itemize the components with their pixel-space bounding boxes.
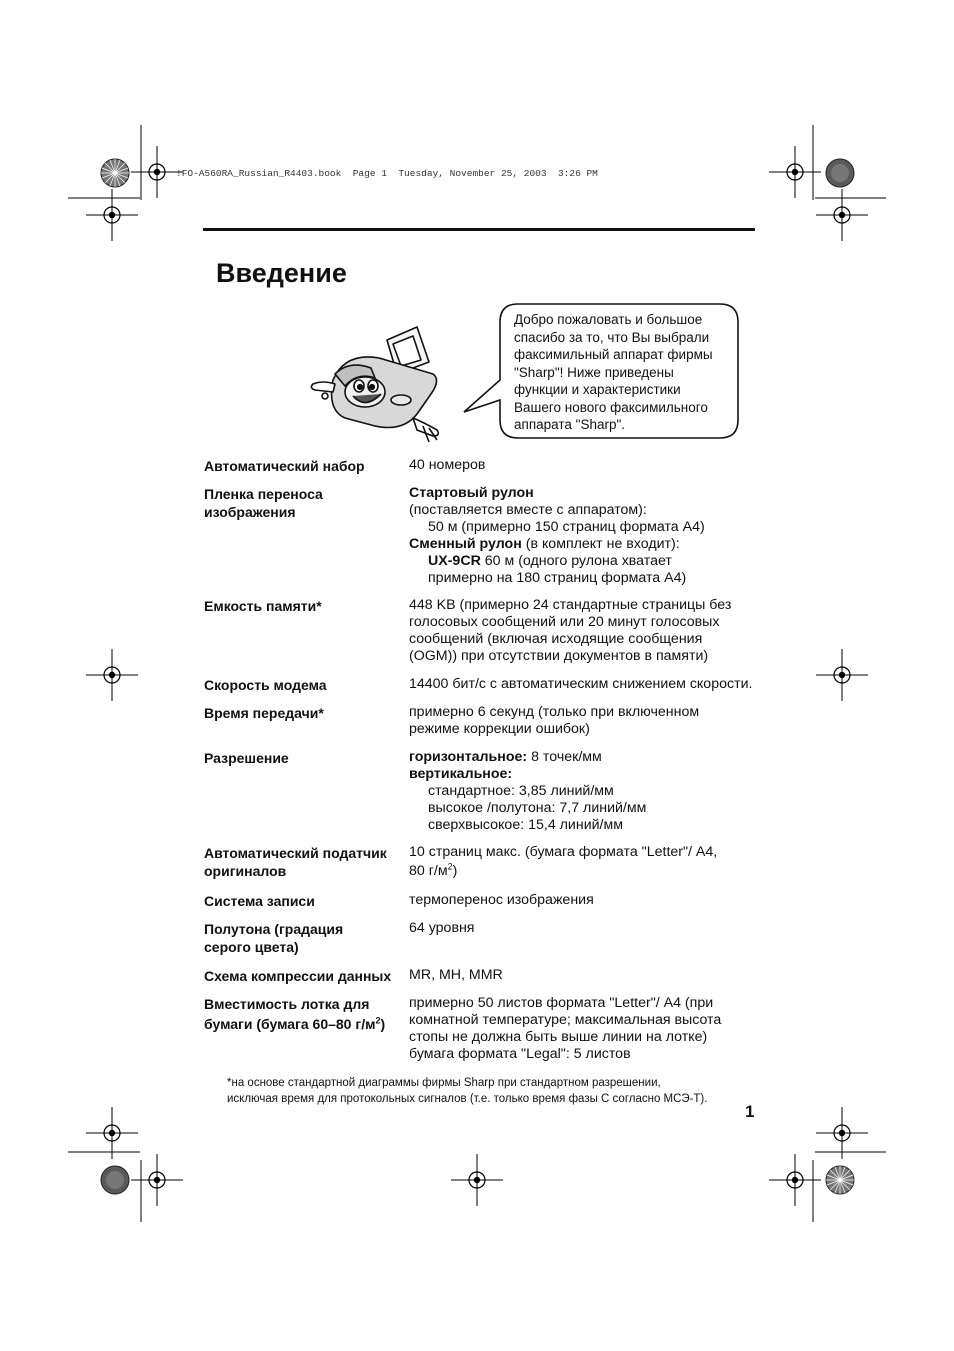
spec-value: горизонтальное: 8 точек/мм вертикальное: стандартное: 3,85 линий/мм высокое /полутона: 7,7 линий/мм сверхвысокое: 15,4 линий/мм [409, 749, 647, 833]
page-number: 1 [745, 1102, 755, 1121]
registration-star-bottom-right [826, 1166, 854, 1194]
spec-value: MR, MH, MMR [409, 967, 503, 983]
spec-value: Стартовый рулон (поставляется вместе с аппаратом): 50 м (примерно 150 страниц формата А4) Сменный рулон (в комплект не входит): UX-9CR 60 м (одного рулона хватает примерно на 180 страниц формата А4) [409, 485, 705, 586]
page-title: Введение [216, 258, 347, 288]
spec-label: Схема компрессии данных [204, 968, 392, 984]
fax-mascot-illustration [305, 322, 450, 447]
welcome-message: Добро пожаловать и большое спасибо за то, что Вы выбрали факсимильный аппарат фирмы "Sharp"! Ниже приведены функции и характеристики Вашего нового факсимильного аппарата "Sharp". [514, 312, 713, 432]
registration-star-top-left [101, 159, 129, 187]
print-header: !FO-A560RA_Russian_R4403.book Page 1 Tuesday, November 25, 2003 3:26 PM [176, 168, 598, 179]
spec-value: 40 номеров [409, 457, 486, 473]
spec-value: примерно 6 секунд (только при включенном режиме коррекции ошибок) [409, 704, 700, 737]
spec-label: Время передачи* [204, 705, 324, 721]
spec-value: термоперенос изображения [409, 892, 594, 908]
registration-star-bottom-left [101, 1166, 129, 1194]
spec-label: Автоматический набор [204, 458, 365, 474]
spec-label: Скорость модема [204, 677, 327, 693]
spec-label: Емкость памяти* [204, 598, 322, 614]
spec-label: Разрешение [204, 750, 289, 766]
spec-label: Система записи [204, 893, 315, 909]
spec-value: 64 уровня [409, 920, 475, 936]
spec-value: 448 KB (примерно 24 стандартные страницы без голосовых сообщений или 20 минут голосовых сообщений (включая исходящие сообщения (OGM)) при отсутствии документов в памяти) [409, 597, 732, 664]
spec-value: 14400 бит/с с автоматическим снижением скорости. [409, 676, 753, 692]
spec-label: Пленка переноса изображения [204, 486, 323, 520]
footnote: *на основе стандартной диаграммы фирмы Sharp при стандартном разрешении, исключая время для протокольных сигналов (т.е. только время фазы С согласно МСЭ-Т). [227, 1077, 708, 1105]
registration-star-top-right [826, 159, 854, 187]
title-rule [203, 228, 755, 231]
spec-label: Вместимость лотка для бумаги (бумага 60–80 $г/м^2$) [204, 996, 386, 1032]
spec-value: примерно 50 листов формата "Letter"/ А4 (при комнатной температуре; максимальная высота стопы не должна быть выше линии на лотке) бумага формата "Legal": 5 листов [409, 995, 722, 1062]
spec-label: Автоматический податчик оригиналов [204, 845, 387, 879]
spec-label: Полутона (градация серого цвета) [204, 921, 344, 955]
spec-value: 10 страниц макс. (бумага формата "Letter"/ А4, 80 $г/м^2$) [409, 844, 718, 879]
